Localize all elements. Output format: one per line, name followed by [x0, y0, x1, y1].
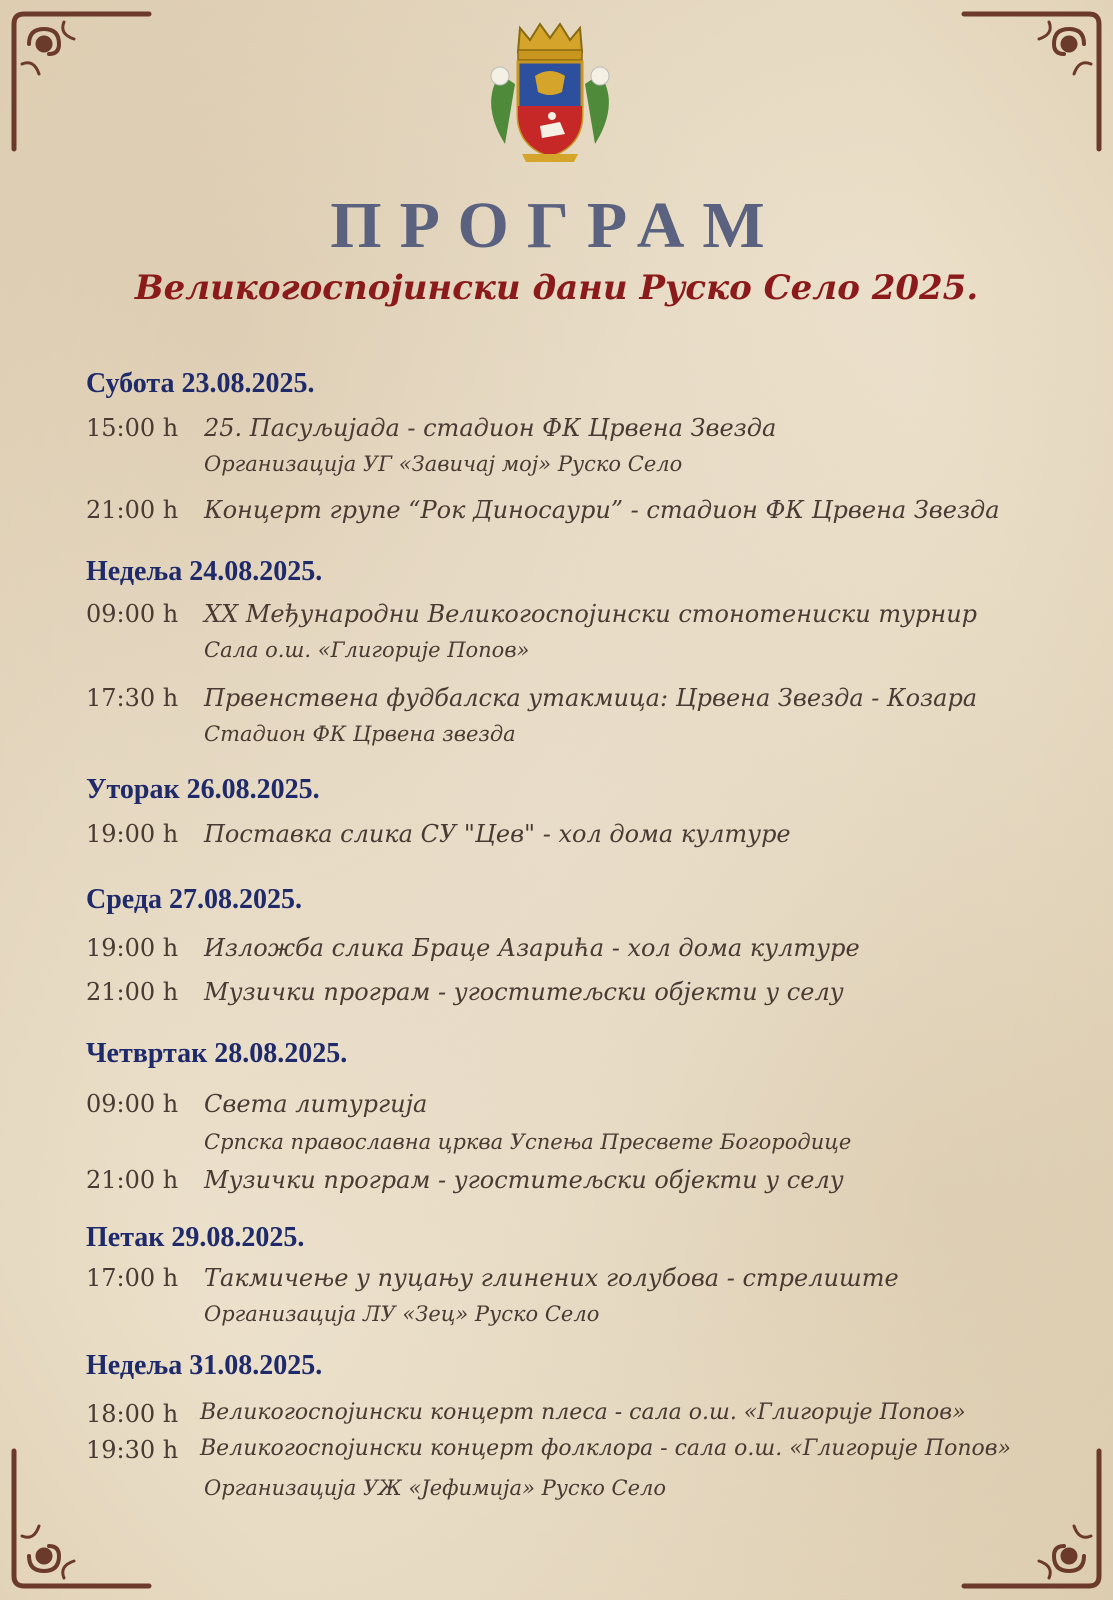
- event-time: 19:00 h: [86, 820, 179, 848]
- event-title: Света литургија: [204, 1090, 428, 1118]
- event-title: Првенствена фудбалска утакмица: Црвена Звезда - Козара: [204, 684, 978, 712]
- event-time: 21:00 h: [86, 496, 179, 524]
- corner-ornament-top-right: [959, 4, 1109, 154]
- event-title: Такмичење у пуцању глинених голубова - стрелиште: [204, 1264, 899, 1292]
- event-note: Организација УГ «Завичај мој» Руско Село: [204, 452, 683, 476]
- event-title: XX Међународни Великогоспојински стонотениски турнир: [204, 600, 978, 628]
- corner-ornament-bottom-right: [959, 1446, 1109, 1596]
- page-subtitle: Великогоспојински дани Руско Село 2025.: [134, 268, 979, 308]
- day-heading: Недеља 31.08.2025.: [86, 1350, 323, 1381]
- corner-ornament-bottom-left: [4, 1446, 154, 1596]
- event-time: 21:00 h: [86, 1166, 179, 1194]
- event-note: Организација УЖ «Јефимија» Руско Село: [204, 1476, 667, 1500]
- day-heading: Четвртак 28.08.2025.: [86, 1038, 348, 1069]
- page-title: ПРОГРАМ: [330, 189, 783, 262]
- event-note: Сала о.ш. «Глигорије Попов»: [204, 638, 530, 662]
- event-time: 17:30 h: [86, 684, 179, 712]
- event-time: 09:00 h: [86, 600, 179, 628]
- event-time: 17:00 h: [86, 1264, 179, 1292]
- event-time: 19:30 h: [86, 1436, 179, 1464]
- event-time: 15:00 h: [86, 414, 179, 442]
- coat-of-arms-emblem: [470, 14, 630, 164]
- event-time: 19:00 h: [86, 934, 179, 962]
- day-heading: Среда 27.08.2025.: [86, 884, 303, 915]
- event-title: Поставка слика СУ "Цев" - хол дома културе: [204, 820, 791, 848]
- event-title: Концерт групе “Рок Диносаури” - стадион ФК Црвена Звезда: [204, 496, 1000, 524]
- event-note: Стадион ФК Црвена звезда: [204, 722, 516, 746]
- day-heading: Уторак 26.08.2025.: [86, 774, 320, 805]
- day-heading: Субота 23.08.2025.: [86, 368, 315, 399]
- corner-ornament-top-left: [4, 4, 154, 154]
- event-title: Великогоспојински концерт плеса - сала о.ш. «Глигорије Попов»: [200, 1400, 966, 1425]
- event-note: Српска православна црква Успења Пресвете Богородице: [204, 1130, 852, 1154]
- event-title: Великогоспојински концерт фолклора - сала о.ш. «Глигорије Попов»: [200, 1436, 1011, 1461]
- day-heading: Недеља 24.08.2025.: [86, 556, 323, 587]
- event-title: 25. Пасуљијада - стадион ФК Црвена Звезда: [204, 414, 777, 442]
- event-title: Музички програм - угоститељски објекти у селу: [204, 978, 844, 1006]
- event-note: Организација ЛУ «Зец» Руско Село: [204, 1302, 600, 1326]
- event-time: 21:00 h: [86, 978, 179, 1006]
- event-time: 09:00 h: [86, 1090, 179, 1118]
- event-time: 18:00 h: [86, 1400, 179, 1428]
- event-title: Изложба слика Браце Азарића - хол дома културе: [204, 934, 860, 962]
- day-heading: Петак 29.08.2025.: [86, 1222, 305, 1253]
- event-title: Музички програм - угоститељски објекти у селу: [204, 1166, 844, 1194]
